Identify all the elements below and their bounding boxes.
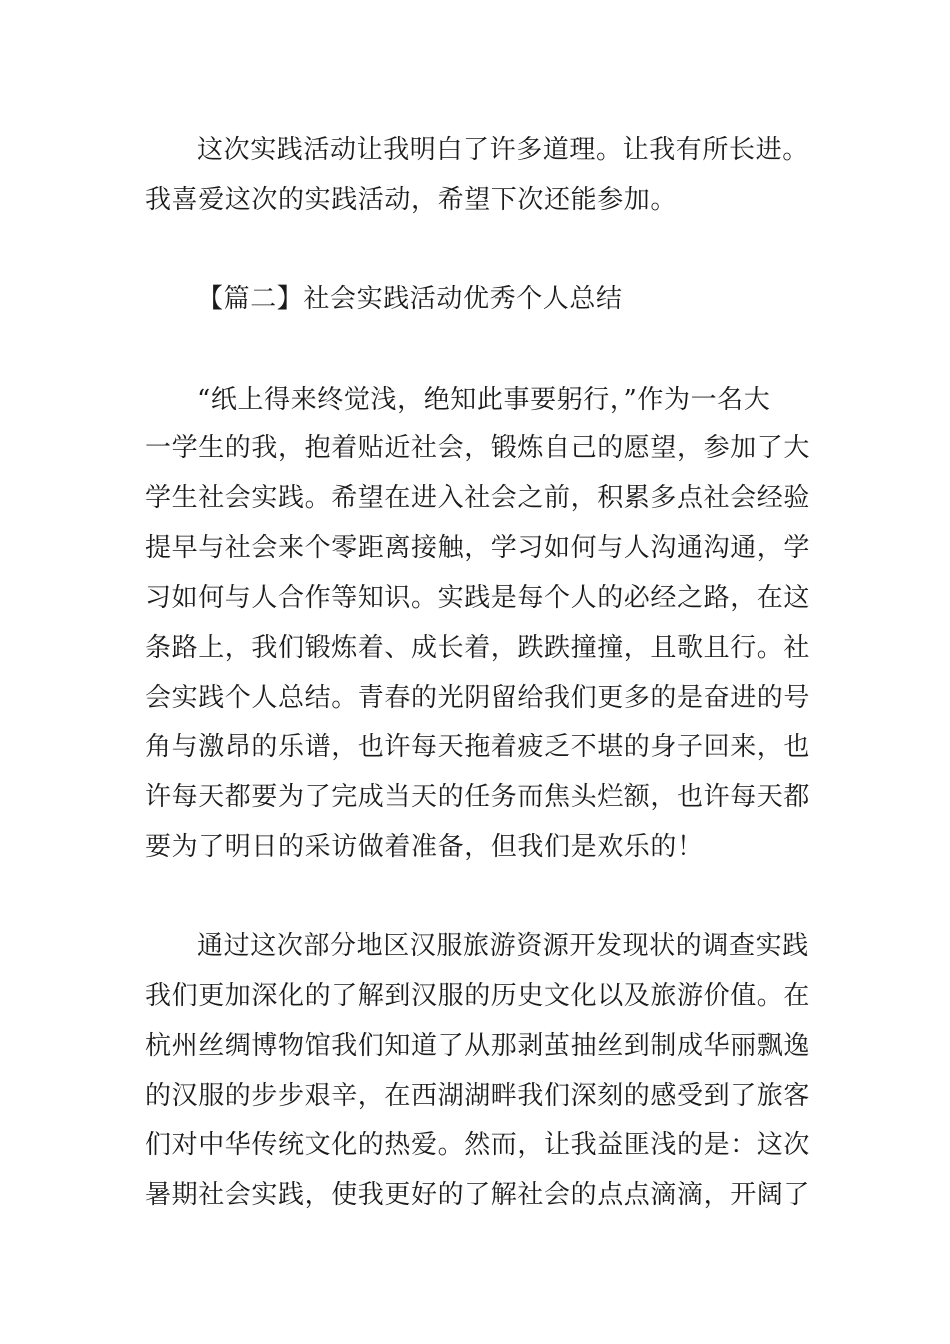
paragraph-3-line-1: 通过这次部分地区汉服旅游资源开发现状的调查实践 bbox=[197, 931, 809, 961]
paragraph-3-line-5: 们对中华传统文化的热爱。然而，让我益匪浅的是：这次 bbox=[145, 1130, 811, 1160]
paragraph-2-line-5: 习如何与人合作等知识。实践是每个人的必经之路，在这 bbox=[145, 583, 811, 613]
paragraph-2-line-10: 要为了明日的采访做着准备，但我们是欢乐的！ bbox=[145, 832, 704, 862]
paragraph-3-line-2: 我们更加深化的了解到汉服的历史文化以及旅游价值。在 bbox=[145, 981, 811, 1011]
section-heading: 【篇二】社会实践活动优秀个人总结 bbox=[197, 284, 623, 314]
paragraph-2-line-4: 提早与社会来个零距离接触，学习如何与人沟通沟通，学 bbox=[145, 533, 811, 563]
paragraph-1-line-2: 我喜爱这次的实践活动，希望下次还能参加。 bbox=[145, 185, 678, 215]
paragraph-3-line-4: 的汉服的步步艰辛，在西湖湖畔我们深刻的感受到了旅客 bbox=[145, 1081, 811, 1111]
paragraph-1-line-1: 这次实践活动让我明白了许多道理。让我有所长进。 bbox=[197, 135, 809, 165]
paragraph-2-line-7: 会实践个人总结。青春的光阴留给我们更多的是奋进的号 bbox=[145, 683, 811, 713]
paragraph-2-line-9: 许每天都要为了完成当天的任务而焦头烂额，也许每天都 bbox=[145, 782, 811, 812]
paragraph-2-line-2: 一学生的我，抱着贴近社会，锻炼自己的愿望，参加了大 bbox=[145, 433, 811, 463]
paragraph-2-line-6: 条路上，我们锻炼着、成长着，跌跌撞撞，且歌且行。社 bbox=[145, 633, 811, 663]
paragraph-2-line-3: 学生社会实践。希望在进入社会之前，积累多点社会经验 bbox=[145, 483, 811, 513]
paragraph-2-line-8: 角与激昂的乐谱，也许每天拖着疲乏不堪的身子回来，也 bbox=[145, 732, 811, 762]
paragraph-3-line-3: 杭州丝绸博物馆我们知道了从那剥茧抽丝到制成华丽飘逸 bbox=[145, 1031, 811, 1061]
paragraph-2-line-1: “纸上得来终觉浅，绝知此事要躬行，”作为一名大 bbox=[197, 385, 771, 415]
paragraph-3-line-6: 暑期社会实践，使我更好的了解社会的点点滴滴，开阔了 bbox=[145, 1180, 811, 1210]
